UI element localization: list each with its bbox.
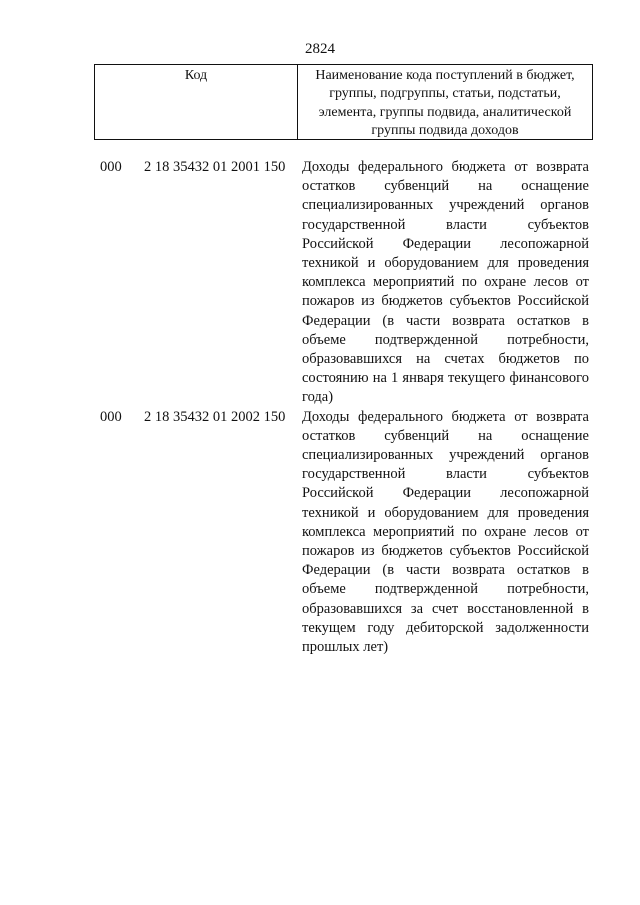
admin-code: 000 xyxy=(100,159,122,175)
income-name: Доходы федерального бюджета от возврата остатков субвенций на оснащение специализированных учреждений органов государственной власти субъектов Российской Федерации лесопожарной техникой и оборудованием для проведения комплекса мероприятий по охране лесов от пожаров из бюджетов субъектов Российской Федерации (в части возврата остатков в объеме подтвержденной потребности, образовавшихся за счет восстановленной в текущем году дебиторской задолженности прошлых лет) xyxy=(302,408,589,656)
budget-code: 2 18 35432 01 2002 150 xyxy=(144,408,286,425)
budget-code: 2 18 35432 01 2001 150 xyxy=(144,159,286,175)
table-row xyxy=(100,408,592,658)
admin-code: 000 xyxy=(100,408,122,425)
income-name: Доходы федерального бюджета от возврата остатков субвенций на оснащение специализированных учреждений органов государственной власти субъектов Российской Федерации лесопожарной техникой и оборудованием для проведения комплекса мероприятий по охране лесов от пожаров из бюджетов субъектов Российской Федерации (в части возврата остатков в объеме подтвержденной потребности, образовавшихся на счетах бюджетов по состоянию на 1 января текущего финансового года) xyxy=(302,159,589,406)
table-header xyxy=(94,64,593,140)
header-name-label: Наименование кода поступлений в бюджет, группы, подгруппы, статьи, подстатьи, элемента, группы подвида, аналитической группы подвида доходов xyxy=(315,68,575,139)
header-code-label: Код xyxy=(95,65,298,139)
page-number: 2824 xyxy=(305,41,335,57)
table-row xyxy=(100,158,592,408)
table-body xyxy=(100,158,592,657)
